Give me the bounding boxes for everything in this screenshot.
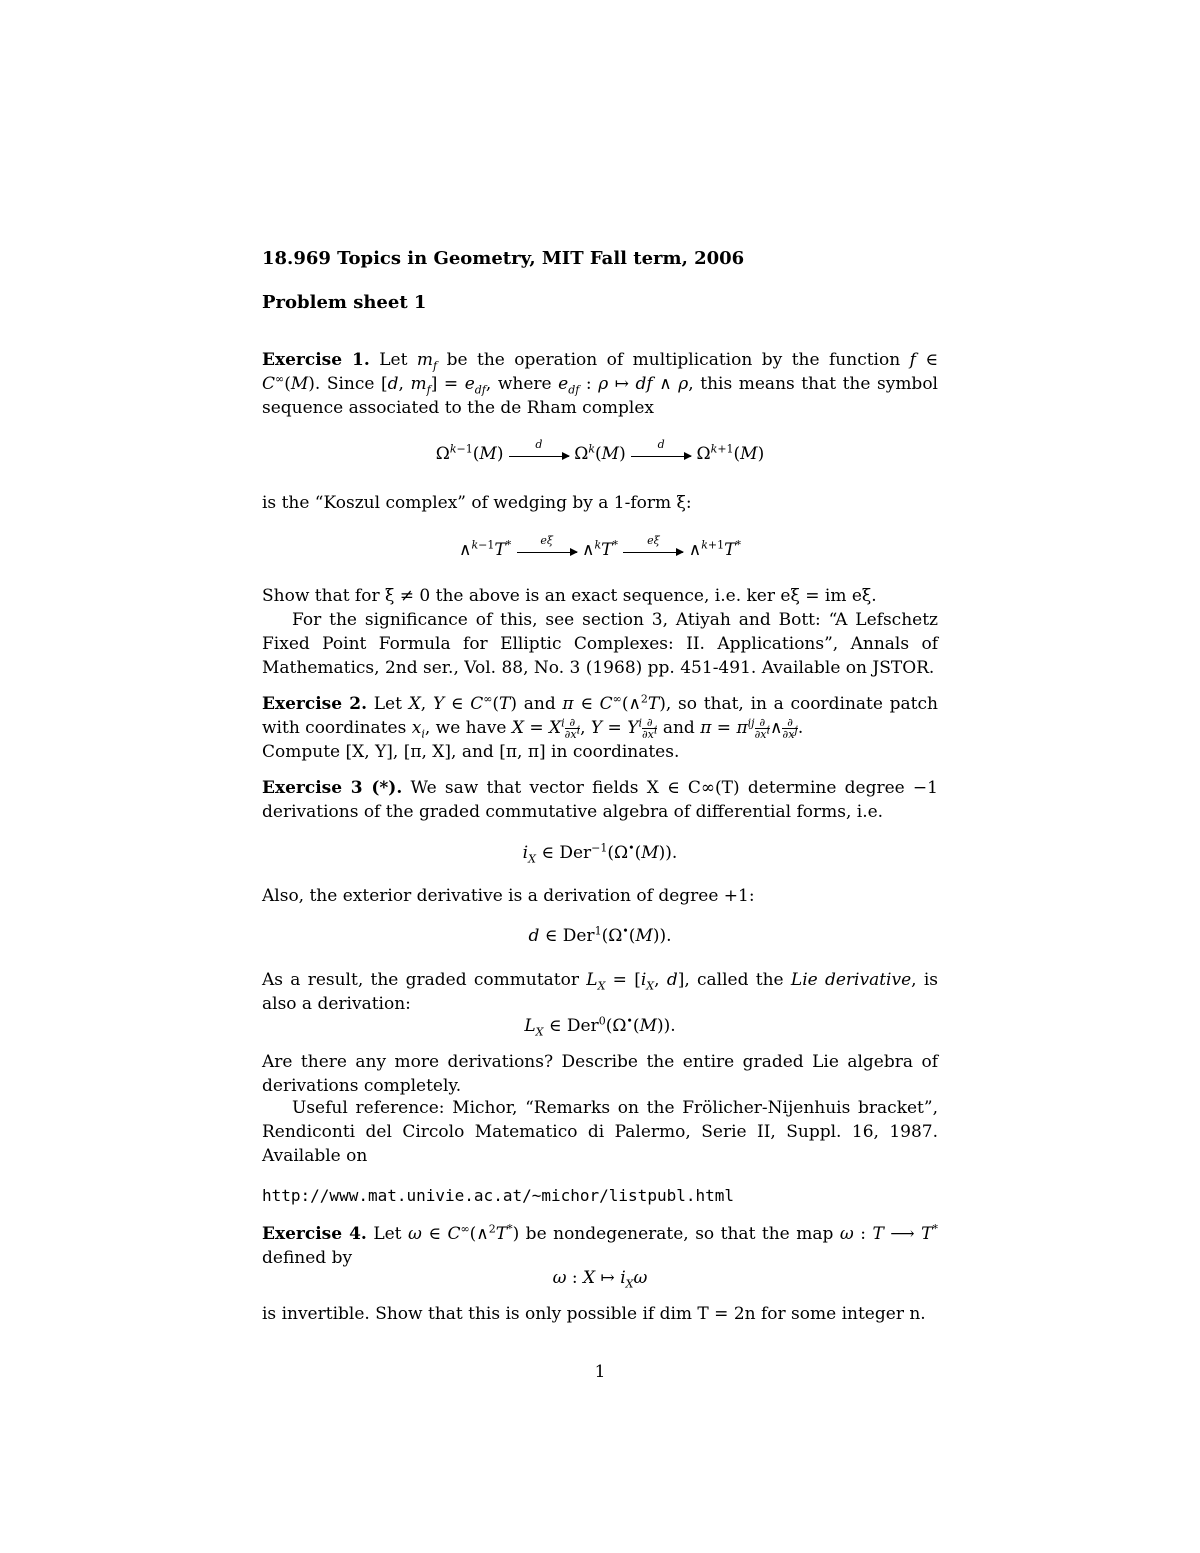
equation-d: d ∈ Der$^1$(Ω•(M)).: [528, 924, 672, 946]
exercise-1-koszul-text: is the “Koszul complex” of wedging by a 1-form ξ:: [262, 493, 692, 513]
page-number: 1: [594, 1362, 606, 1382]
koszul-sequence: ∧$^{k-1}$T* eξ ∧$^k$T* eξ ∧$^{k+1}$T*: [459, 534, 741, 560]
course-title: 18.969 Topics in Geometry, MIT Fall term, 2006: [262, 248, 745, 269]
arrow-d-1: d: [509, 452, 569, 457]
equation-lx: $L_X$ ∈ Der$^0$(Ω•(M)).: [524, 1014, 676, 1039]
exercise-3-url: http://www.mat.univie.ac.at/~michor/listpubl.html: [262, 1186, 735, 1205]
exercise-3-lie-text: As a result, the graded commutator $L_X = [i_X$, d], called the Lie derivative, is also a derivation:: [262, 970, 939, 1014]
exercise-4-label: Exercise 4.: [262, 1224, 367, 1244]
sheet-title: Problem sheet 1: [262, 292, 427, 313]
arrow-e-xi-2: eξ: [623, 548, 683, 553]
exercise-1-text: Exercise 1. Let $m_f$ be the operation of multiplication by the function f ∈ C∞(M). Since [d, $m_f] = e_{df}$, where $e_{df}$ : ρ ↦ df ∧ ρ, this means that the symbol sequence associated to the de Rham complex: [262, 350, 939, 418]
exercise-3-reference: Useful reference: Michor, “Remarks on the Frölicher-Nijenhuis bracket”, Rendiconti del Circolo Matematico di Palermo, Serie II, Suppl. 16, 1987. Available on: [262, 1098, 938, 1166]
arrow-d-2: d: [631, 452, 691, 457]
exercise-1-label: Exercise 1.: [262, 350, 370, 370]
de-rham-sequence: $\Omega^{k-1}(M)$ d $\Omega^k(M)$ d $\Omega^{k+1}(M)$: [435, 438, 765, 464]
exercise-3-exterior: Also, the exterior derivative is a derivation of degree +1:: [262, 886, 755, 906]
exercise-1-exactness: Show that for ξ ≠ 0 the above is an exact sequence, i.e. ker eξ = im eξ.: [262, 586, 877, 606]
exercise-4-text: Exercise 4. Let ω ∈ C∞(∧$^2$T*) be nondegenerate, so that the map ω : T ⟶ T* defined by: [262, 1222, 938, 1268]
equation-ix: $i_X$ ∈ Der$^{-1}$(Ω•(M)).: [522, 841, 678, 866]
exercise-2-text: Exercise 2. Let X, Y ∈ C∞(T) and π ∈ C∞(∧$^2$T), so that, in a coordinate patch with coordinates $x_i$, we have $X = X^i$ $\frac{\partial}{\partial x^i}$ , $Y = Y^i$ $\frac{\partial}{\partial x^i}$ and $\pi = \pi^{ij}$ $\frac{\partial}{\partial x^i}$ ∧ $\frac{\partial}{\partial x^j}$ .: [262, 692, 938, 741]
exercise-4-invertible: is invertible. Show that this is only possible if dim T = 2n for some integer n.: [262, 1304, 926, 1324]
arrow-e-xi-1: eξ: [517, 548, 577, 553]
equation-omega: ω : X ↦ $i_X\omega$: [552, 1268, 648, 1291]
exercise-3-question: Are there any more derivations? Describe the entire graded Lie algebra of derivations completely.: [262, 1052, 938, 1096]
exercise-1-reference: For the significance of this, see section 3, Atiyah and Bott: “A Lefschetz Fixed Point Formula for Elliptic Complexes: II. Applications”, Annals of Mathematics, 2nd ser., Vol. 88, No. 3 (1968) pp. 451-491. Available on JSTOR.: [262, 610, 938, 678]
exercise-2-label: Exercise 2.: [262, 694, 368, 714]
exercise-3-label: Exercise 3 (*).: [262, 778, 403, 798]
exercise-2-compute: Compute [X, Y], [π, X], and [π, π] in coordinates.: [262, 742, 680, 762]
exercise-3-text: Exercise 3 (*). We saw that vector fields X ∈ C∞(T) determine degree −1 derivations of the graded commutative algebra of differential forms, i.e.: [262, 778, 938, 822]
